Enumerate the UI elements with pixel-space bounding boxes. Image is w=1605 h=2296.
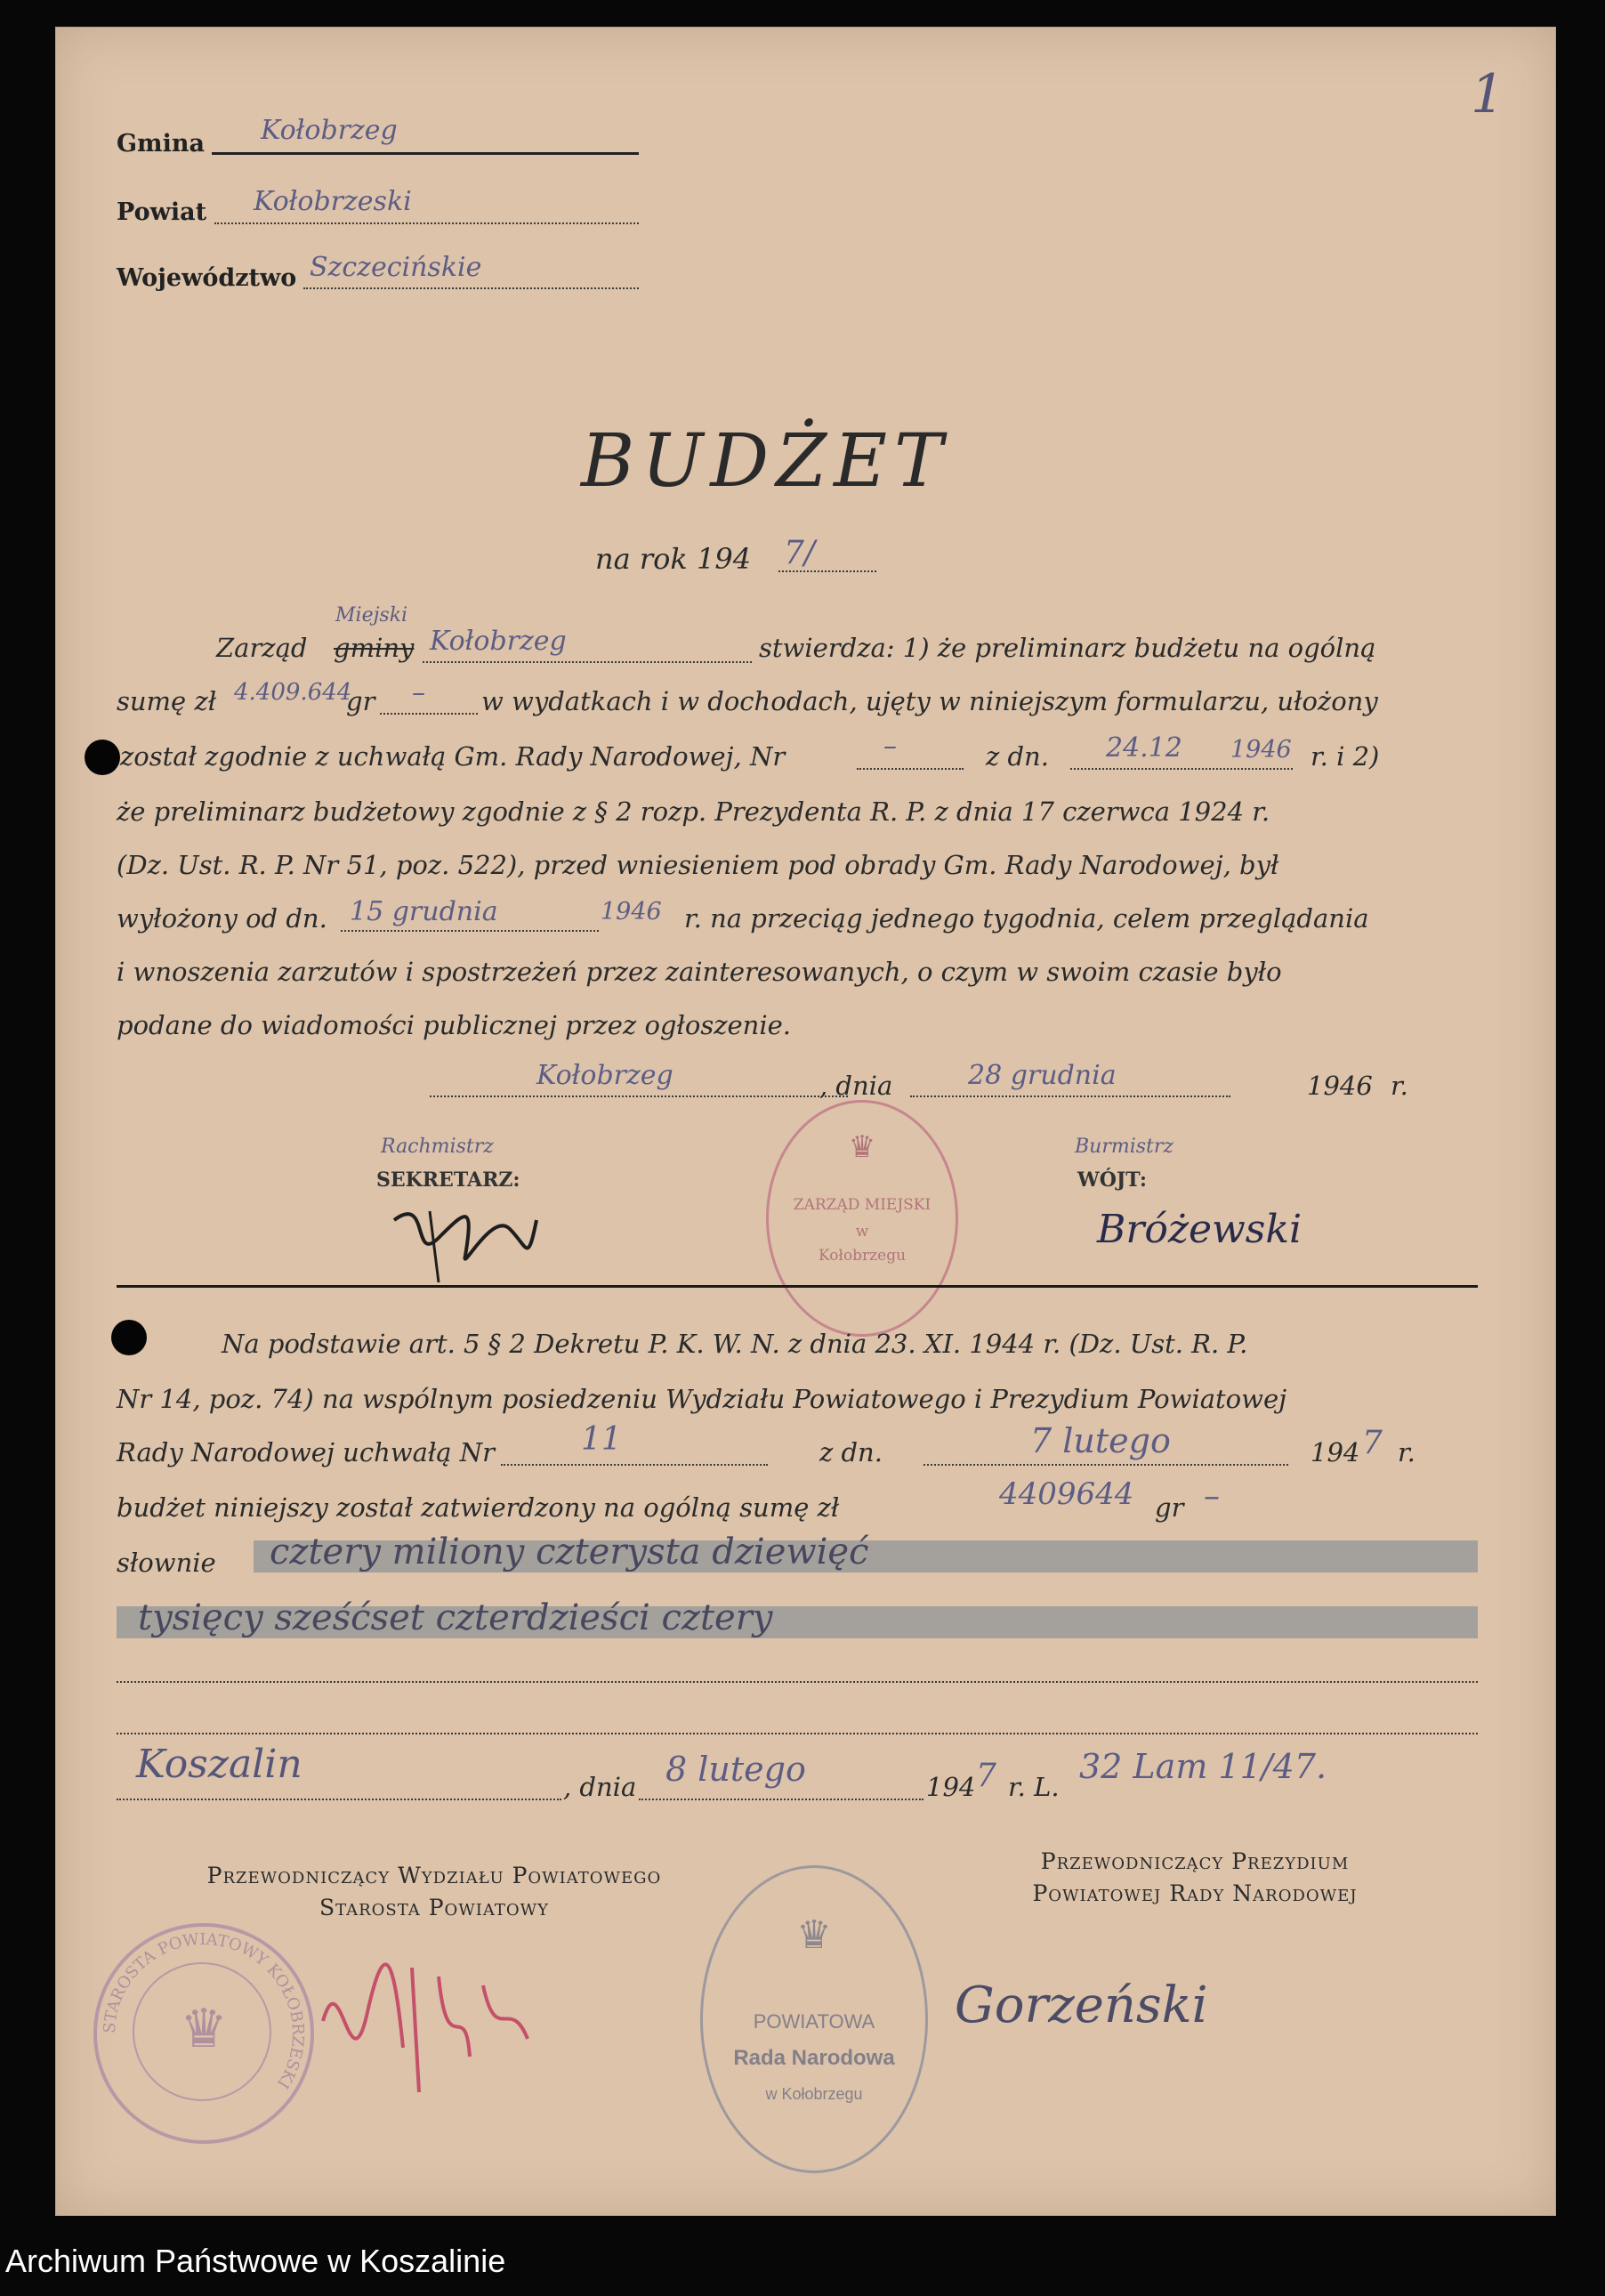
gr-value: – [412,677,425,708]
para1-line8: podane do wiadomości publicznej przez ogłoszenie. [117,1010,791,1040]
suma-value: 4.409.644 [234,679,352,706]
burmistrz-handwritten: Burmistrz [1075,1136,1174,1158]
wojt-label: WÓJT: [1077,1168,1147,1192]
place1-underline [430,1095,848,1097]
svg-text:STAROSTA POWIATOWY KOŁOBRZESKI: STAROSTA POWIATOWY KOŁOBRZESKI [100,1929,308,2092]
para1-line2-end: w wydatkach i w dochodach, ujęty w niniejszym formularzu, ułożony [481,686,1378,716]
punch-hole [85,740,120,775]
zarzad-miejski-stamp [766,1100,958,1337]
powiat-label: Powiat [117,198,207,226]
page-number: 1 [1471,63,1505,125]
para1-line7: i wnoszenia zarzutów i spostrzeżeń przez zainteresowanych, o czym w swoim czasie było [117,957,1282,987]
archive-name: Archiwum Państwowe w Koszalinie [5,2243,506,2279]
para2-r: r. [1398,1437,1415,1467]
para1-line4: że preliminarz budżetowy zgodnie z § 2 rozp. Prezydenta R. P. z dnia 17 czerwca 1924 r. [117,796,1270,827]
para2-date: 7 lutego [1030,1421,1171,1460]
slownie-value-2: tysięcy sześćset czterdzieści cztery [138,1597,773,1638]
document-sheet [55,27,1556,2216]
zarzad-label: Zarząd [216,633,308,663]
stamp2-line1: POWIATOWA [753,2010,875,2033]
eagle-icon: ♛ [796,1912,832,1958]
place2-day: 8 lutego [665,1750,806,1789]
wojt-signature: Bróżewski [1097,1207,1303,1252]
para1-line3-start: został zgodnie z uchwałą Gm. Rady Narodowej, Nr [120,741,786,772]
archive-footer [0,2225,1605,2296]
para2-year-value: 7 [1362,1425,1383,1461]
place1-year: 1946 [1307,1071,1373,1101]
punch-hole [111,1320,147,1355]
eagle-icon: ♛ [848,1129,876,1165]
stamp-ring-text [97,1927,311,2140]
para2-line3-start: Rady Narodowej uchwałą Nr [117,1437,496,1467]
uchwala-nr-value: – [883,731,897,762]
para1-line3-end: r. i 2) [1311,741,1380,772]
z-dn-label: z dn. [986,741,1049,772]
sekretarz-signature [376,1184,554,1291]
miejski-handwritten: Miejski [335,604,408,627]
blank-underline [117,1733,1478,1734]
wylozony-underline [341,930,599,932]
para1-line1-end: stwierdza: 1) że preliminarz budżetu na ogólną [759,633,1376,663]
sekretarz-label: SEKRETARZ: [376,1168,520,1192]
para1-line6-end: r. na przeciąg jednego tygodnia, celem przeglądania [684,903,1369,934]
wojewodztwo-underline [303,287,639,289]
przewodniczacy-signature: Gorzeński [955,1977,1208,2034]
starosta-signature [314,1941,545,2101]
rachmistrz-handwritten: Rachmistrz [381,1136,494,1158]
place2: Koszalin [136,1742,302,1787]
stamp1-line1: ZARZĄD MIEJSKI [793,1196,932,1214]
para2-gr-label: gr [1155,1492,1184,1523]
wylozony-year: 1946 [601,898,662,926]
gminy-struck: gminy [334,633,415,663]
para2-year-prefix: 194 [1311,1437,1360,1467]
left-title-2: Starosta Powiatowy [319,1895,550,1920]
stamp1-line3: Kołobrzegu [818,1247,907,1265]
uchwala-date: 24.12 [1106,732,1182,764]
eagle-icon: ♛ [180,1998,228,2060]
para2-nr-value: 11 [581,1421,622,1458]
wojewodztwo-value: Szczecińskie [310,252,482,283]
powiat-value: Kołobrzeski [254,186,412,217]
date-underline [1070,768,1293,770]
place1-day-underline [910,1095,1230,1097]
para2-gr-value: – [1204,1478,1220,1515]
right-title-1: Przewodniczący Prezydium [1040,1848,1350,1874]
nr-underline [857,768,964,770]
place1-r: r. [1391,1071,1408,1101]
wojewodztwo-label: Województwo [117,264,297,292]
para2-z-dn: z dn. [819,1437,883,1467]
place2-year-value: 7 [976,1758,996,1794]
place1-dnia: , dnia [819,1071,893,1101]
uchwala-year: 1946 [1230,736,1292,764]
place2-rl: r. L. [1008,1772,1060,1802]
gr-underline [380,713,478,715]
rada-narodowa-stamp [700,1865,928,2173]
year-value: 7/ [784,535,816,571]
stamp2-line3: w Kołobrzegu [765,2085,863,2103]
place1: Kołobrzeg [536,1060,673,1091]
zarzad-underline [423,661,752,663]
slownie-label: słownie [117,1548,216,1578]
blank-underline [117,1681,1478,1683]
right-title-2: Powiatowej Rady Narodowej [1032,1880,1358,1906]
year-line-label: na rok 194 [595,542,752,576]
gmina-label: Gmina [117,130,206,158]
place2-dnia: , dnia [563,1772,637,1802]
para1-line6-start: wyłożony od dn. [117,903,327,934]
gr-label: gr [346,686,375,716]
para2-nr-underline [501,1464,768,1466]
starosta-round-stamp [93,1923,314,2144]
place2-day-underline [639,1799,923,1800]
place2-year-prefix: 194 [926,1772,976,1802]
suma-label: sumę zł [117,686,217,716]
para2-line2: Nr 14, poz. 74) na wspólnym posiedzeniu Wydziału Powiatowego i Prezydium Powiatowej [117,1384,1287,1414]
document-title: BUDŻET [581,419,950,504]
para2-suma: 4409644 [999,1476,1134,1512]
place2-underline [117,1799,561,1800]
powiat-underline [214,222,639,224]
stamp1-line2: w [855,1223,869,1241]
section-divider [117,1285,1478,1288]
gmina-value: Kołobrzeg [261,115,398,146]
reference-number: 32 Lam 11/47. [1079,1747,1327,1786]
para1-line5: (Dz. Ust. R. P. Nr 51, poz. 522), przed wniesieniem pod obrady Gm. Rady Narodowej, był [117,850,1279,880]
para2-line1: Na podstawie art. 5 § 2 Dekretu P. K. W. N. z dnia 23. XI. 1944 r. (Dz. Ust. R. P. [222,1329,1248,1359]
left-title-1: Przewodniczący Wydziału Powiatowego [206,1863,662,1888]
stamp2-line2: Rada Narodowa [733,2046,895,2070]
zarzad-value: Kołobrzeg [430,626,567,657]
gmina-underline [212,152,639,155]
place1-day: 28 grudnia [968,1060,1117,1091]
slownie-value-1: cztery miliony czterysta dziewięć [270,1532,869,1572]
para2-line4-start: budżet niniejszy został zatwierdzony na ogólną sumę zł [117,1492,840,1523]
wylozony-date: 15 grudnia [350,896,498,927]
para2-date-underline [923,1464,1288,1466]
